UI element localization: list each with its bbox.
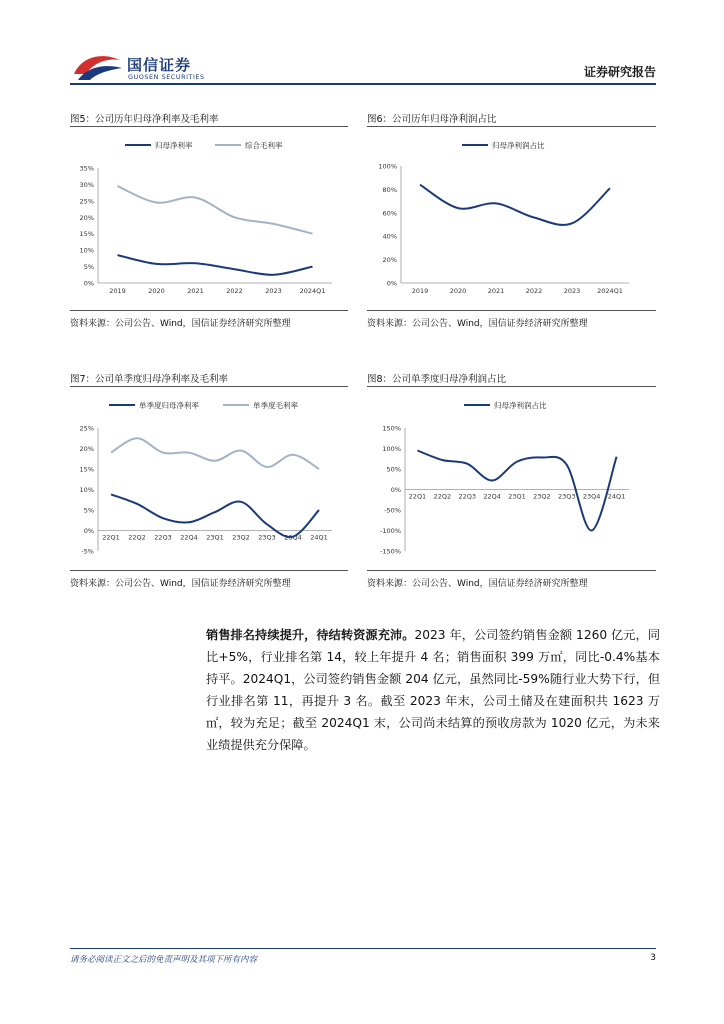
series-line: [118, 255, 313, 275]
y-tick-label: -150%: [380, 547, 401, 556]
y-tick-label: 0%: [83, 527, 94, 535]
header-divider: [70, 83, 656, 85]
legend-label: 单季度毛利率: [253, 401, 298, 410]
body-paragraph: [206, 624, 660, 756]
x-tick-label: 2019: [109, 287, 126, 295]
chart-legend: [464, 400, 547, 410]
y-tick-label: 35%: [79, 164, 94, 173]
figure-7-chart: [70, 390, 348, 566]
x-tick-label: 22Q1: [408, 492, 427, 501]
x-tick-label: 2022: [226, 287, 243, 295]
y-tick-label: 100%: [382, 445, 401, 453]
y-tick-label: -5%: [81, 547, 94, 556]
x-tick-label: 22Q3: [154, 533, 172, 542]
y-tick-label: 20%: [79, 213, 94, 222]
x-tick-label: 22Q1: [102, 533, 120, 542]
x-tick-label: 23Q2: [232, 533, 250, 542]
x-tick-label: 2020: [148, 287, 165, 295]
y-tick-label: 10%: [79, 486, 94, 494]
y-tick-label: 100%: [378, 162, 397, 171]
y-tick-label: -100%: [380, 527, 401, 535]
figure-8-bottom-rule: [367, 570, 656, 571]
figure-5-top-rule: [70, 126, 348, 127]
x-tick-label: 24Q1: [310, 533, 328, 542]
figure-8-source: 资料来源：公司公告、Wind，国信证券经济研究所整理: [367, 579, 588, 589]
x-tick-label: 22Q4: [180, 533, 198, 542]
legend-label: 归母净利润占比: [492, 141, 545, 150]
y-tick-label: 60%: [382, 209, 397, 218]
figure-6-top-rule: [367, 126, 656, 127]
figure-8-top-rule: [367, 386, 656, 387]
series-line: [118, 186, 313, 234]
x-tick-label: 2024Q1: [299, 287, 326, 295]
figure-6-title: 图6：公司历年归母净利润占比: [367, 114, 497, 125]
chart-legend: [125, 140, 283, 150]
report-type-label: 证券研究报告: [583, 65, 656, 79]
legend-label: 综合毛利率: [245, 141, 283, 150]
x-tick-label: 2021: [187, 287, 204, 295]
figure-5-source: 资料来源：公司公告、Wind，国信证券经济研究所整理: [70, 319, 291, 329]
figure-6-chart: [367, 130, 656, 306]
y-tick-label: 40%: [382, 232, 397, 241]
x-tick-label: 23Q4: [582, 492, 601, 501]
figure-7-title: 图7：公司单季度归母净利率及毛利率: [70, 374, 229, 385]
chart-legend: [109, 400, 298, 410]
x-tick-label: 2021: [487, 287, 505, 295]
y-tick-label: 20%: [382, 256, 397, 265]
y-tick-label: 0%: [390, 486, 401, 494]
y-tick-label: -50%: [384, 506, 401, 515]
y-tick-label: 10%: [79, 246, 94, 255]
figure-7-source: 资料来源：公司公告、Wind，国信证券经济研究所整理: [70, 579, 291, 589]
series-line: [417, 451, 616, 531]
x-tick-label: 23Q2: [533, 492, 551, 501]
x-tick-label: 2019: [411, 287, 429, 295]
x-tick-label: 2020: [449, 287, 467, 295]
x-tick-label: 22Q2: [128, 533, 146, 542]
x-tick-label: 24Q1: [607, 492, 626, 501]
figure-5-chart: [70, 130, 348, 306]
x-tick-label: 2022: [525, 287, 543, 295]
figure-5-bottom-rule: [70, 310, 348, 311]
y-tick-label: 150%: [382, 424, 401, 433]
y-tick-label: 30%: [79, 180, 94, 189]
disclaimer-note: 请务必阅读正文之后的免责声明及其项下所有内容: [70, 955, 258, 965]
x-tick-label: 23Q3: [558, 492, 576, 501]
figure-6-bottom-rule: [367, 310, 656, 311]
legend-label: 归母净利润占比: [494, 401, 547, 410]
x-tick-label: 23Q3: [258, 533, 276, 542]
logo-english-name: GUOSEN SECURITIES: [128, 73, 205, 81]
x-tick-label: 2024Q1: [597, 287, 623, 295]
guosen-logo-icon: [72, 52, 124, 82]
y-tick-label: 15%: [79, 230, 94, 239]
y-tick-label: 80%: [382, 185, 397, 194]
figure-8-title: 图8：公司单季度归母净利润占比: [367, 374, 507, 385]
y-tick-label: 15%: [79, 465, 94, 474]
series-line: [111, 438, 319, 469]
footer-divider: [70, 948, 656, 949]
y-tick-label: 50%: [386, 465, 401, 474]
logo-chinese-name: 国信证券: [127, 56, 192, 74]
x-tick-label: 23Q1: [206, 533, 224, 542]
figure-5-title: 图5：公司历年归母净利率及毛利率: [70, 114, 219, 125]
x-tick-label: 2023: [265, 287, 282, 295]
body-text: 2023 年，公司签约销售金额 1260 亿元，同比+5%，行业排名第 14，较上年提升 4 名；销售面积 399 万㎡，同比-0.4%基本持平。2024Q1，公司签约销售金额 204 亿元，虽然同比-59%随行业大势下行，但行业排名第 11，再提升 3 名。截至 2023 年末，公司土储及在建面积共 1623 万㎡，较为充足；截至 2024Q1 末，公司尚未结算的预收房款为 1020 亿元，为未来业绩提供充分保障。: [206, 628, 661, 752]
chart-legend: [462, 140, 545, 150]
x-tick-label: 22Q3: [458, 492, 476, 501]
y-tick-label: 5%: [83, 506, 94, 515]
x-tick-label: 23Q1: [508, 492, 526, 501]
figure-7-bottom-rule: [70, 570, 348, 571]
y-tick-label: 25%: [79, 197, 94, 206]
legend-label: 单季度归母净利率: [139, 401, 199, 410]
figure-8-chart: [367, 390, 656, 566]
legend-label: 归母净利率: [155, 141, 193, 150]
x-tick-label: 2023: [563, 287, 581, 295]
figure-7-top-rule: [70, 386, 348, 387]
page-number: 3: [650, 953, 656, 963]
x-tick-label: 23Q4: [284, 533, 302, 542]
y-tick-label: 0%: [386, 279, 397, 288]
y-tick-label: 20%: [79, 445, 94, 453]
y-tick-label: 25%: [79, 424, 94, 433]
series-line: [420, 185, 610, 225]
figure-6-source: 资料来源：公司公告、Wind，国信证券经济研究所整理: [367, 319, 588, 329]
x-tick-label: 22Q4: [483, 492, 501, 501]
page-header: [0, 0, 724, 90]
y-tick-label: 0%: [83, 279, 94, 288]
y-tick-label: 5%: [83, 263, 94, 272]
body-heading: 销售排名持续提升，待结转资源充沛。: [206, 628, 415, 642]
x-tick-label: 22Q2: [433, 492, 452, 501]
